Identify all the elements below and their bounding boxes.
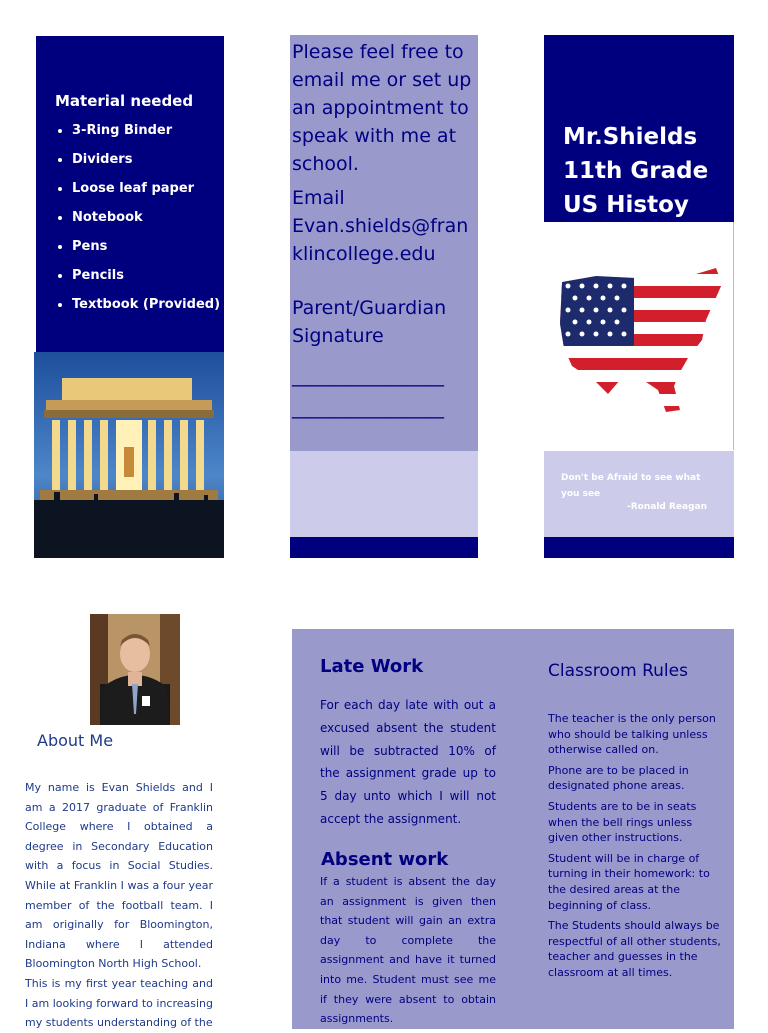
us-flag-map-image — [556, 262, 726, 417]
list-item: • 3-Ring Binder — [72, 120, 242, 142]
contact-text — [292, 38, 478, 422]
classroom-rules-title: Classroom Rules — [548, 661, 688, 681]
cover-footer-bar — [544, 537, 734, 558]
list-item: • Pens — [72, 236, 242, 258]
contact-intro: Please feel free to email me or set up an appointment to speak with me at school. — [292, 41, 472, 175]
materials-title: Material needed — [55, 92, 194, 110]
lincoln-memorial-photo — [34, 352, 224, 558]
rule-item: Phone are to be placed in designated phone areas. — [548, 763, 689, 793]
list-item: • Notebook — [72, 207, 242, 229]
about-title: About Me — [37, 731, 114, 750]
email-address[interactable]: Evan.shields@franklincollege.edu — [292, 215, 469, 265]
list-item: • Loose leaf paper — [72, 178, 242, 200]
about-text — [25, 778, 213, 1033]
teacher-portrait — [90, 614, 180, 725]
materials-list — [50, 120, 242, 323]
rule-item: The Students should always be respectful of all other students, teacher and guesses in the classroom at all times. — [548, 919, 721, 979]
about-paragraph: This is my first year teaching and I am looking forward to increasing my students understanding of the — [25, 976, 213, 1030]
absent-work-text: If a student is absent the day an assignment is given then that student will gain an extra day to complete the assignment and have it turned into me. Student must see me if they were absent to obtain assignments. — [320, 875, 496, 1026]
list-item: • Pencils — [72, 265, 242, 287]
late-work-title: Late Work — [320, 656, 424, 677]
absent-work-title: Absent work — [321, 849, 449, 870]
list-item: • Dividers — [72, 149, 242, 171]
about-paragraph: My name is Evan Shields and I am a 2017 graduate of Franklin College where I obtained a degree in Secondary Education with a focus in Social Studies. While at Franklin I was a four year member of the football team. I am originally for Bloomington, Indiana where I attended Bloomington North High School. — [25, 781, 213, 971]
late-work-text: For each day late with out a excused absent the student will be subtracted 10% of the assignment grade up to 5 day unto which I will not accept the assignment. — [320, 698, 496, 826]
signature-line: ________________ — [292, 397, 444, 419]
classroom-rules-list — [548, 711, 724, 986]
contact-spacer — [290, 451, 478, 537]
rule-item: Student will be in charge of turning in their homework: to the desired areas at the beginning of class. — [548, 851, 710, 912]
contact-footer-bar — [290, 537, 478, 558]
list-item: • Textbook (Provided) — [72, 294, 242, 316]
signature-line: ________________ — [292, 365, 444, 387]
cover-title: Mr.Shields 11th Grade US Histoy — [563, 124, 709, 218]
rule-item: The teacher is the only person who should be talking unless otherwise called on. — [548, 712, 716, 757]
signature-label: Parent/Guardian Signature — [292, 297, 447, 347]
rule-item: Students are to be in seats when the bell rings unless given other instructions. — [548, 799, 697, 845]
quote-author: -Ronald Reagan — [627, 502, 708, 512]
email-label: Email — [292, 187, 345, 209]
quote-text: Don't be Afraid to see what you see — [561, 473, 701, 499]
